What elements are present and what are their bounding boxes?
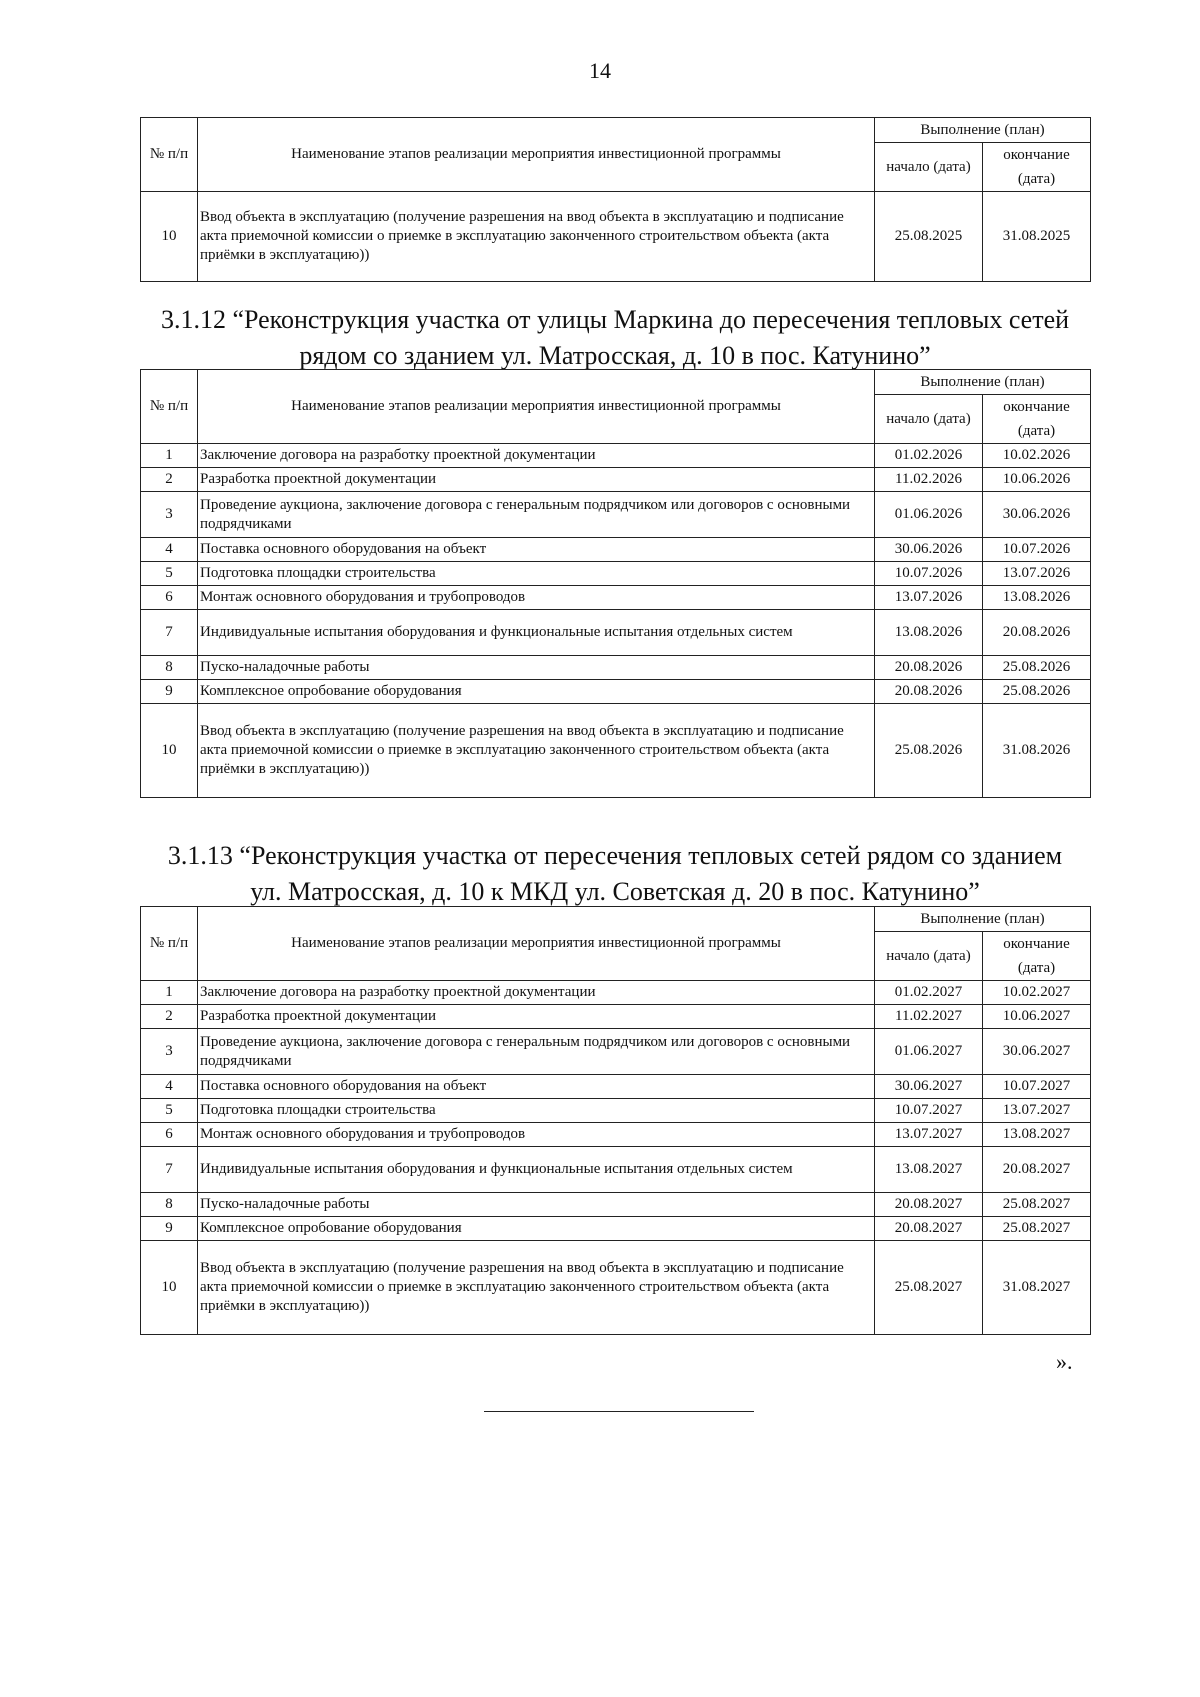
end-date: 10.06.2027 [983, 1005, 1091, 1029]
stage-name: Индивидуальные испытания оборудования и функциональные испытания отдельных систем [198, 610, 875, 656]
stage-name: Разработка проектной документации [198, 468, 875, 492]
start-date: 10.07.2027 [875, 1099, 983, 1123]
table-row [141, 586, 1091, 610]
table-row [141, 981, 1091, 1005]
table-row [141, 1005, 1091, 1029]
end-date: 25.08.2026 [983, 656, 1091, 680]
end-date: 25.08.2027 [983, 1193, 1091, 1217]
row-number: 4 [141, 538, 198, 562]
row-number: 1 [141, 981, 198, 1005]
table-row [141, 1217, 1091, 1241]
start-date: 13.08.2027 [875, 1147, 983, 1193]
row-number: 2 [141, 468, 198, 492]
table-row [141, 562, 1091, 586]
start-date: 25.08.2027 [875, 1241, 983, 1335]
table-row [141, 468, 1091, 492]
row-number: 10 [141, 704, 198, 798]
table-row [141, 492, 1091, 538]
end-date: 30.06.2027 [983, 1029, 1091, 1075]
start-date: 01.06.2026 [875, 492, 983, 538]
row-number: 8 [141, 656, 198, 680]
start-date: 01.02.2026 [875, 444, 983, 468]
start-date: 20.08.2026 [875, 656, 983, 680]
stage-name: Ввод объекта в эксплуатацию (получение разрешения на ввод объекта в эксплуатацию и подписание акта приемочной комиссии о приемке в эксплуатацию законченного строительством объекта (акта приёмки в эксплуатацию)) [198, 704, 875, 798]
table-row [141, 538, 1091, 562]
stage-name: Поставка основного оборудования на объект [198, 1075, 875, 1099]
row-number: 10 [141, 192, 198, 282]
end-date: 31.08.2027 [983, 1241, 1091, 1335]
row-number: 4 [141, 1075, 198, 1099]
row-number: 9 [141, 680, 198, 704]
header-name: Наименование этапов реализации мероприятия инвестиционной программы [198, 370, 875, 444]
start-date: 25.08.2026 [875, 704, 983, 798]
row-number: 8 [141, 1193, 198, 1217]
stage-name: Комплексное опробование оборудования [198, 1217, 875, 1241]
stage-name: Ввод объекта в эксплуатацию (получение разрешения на ввод объекта в эксплуатацию и подписание акта приемочной комиссии о приемке в эксплуатацию законченного строительством объекта (акта приёмки в эксплуатацию)) [198, 1241, 875, 1335]
table-row [141, 444, 1091, 468]
table-row [141, 1241, 1091, 1335]
table-row [141, 192, 1091, 282]
end-date: 10.06.2026 [983, 468, 1091, 492]
row-number: 6 [141, 1123, 198, 1147]
header-execution: Выполнение (план) [875, 907, 1091, 932]
end-date: 13.07.2027 [983, 1099, 1091, 1123]
header-start: начало (дата) [875, 932, 983, 981]
plan-table-3-1-13 [140, 906, 1091, 1335]
plan-table-continued [140, 117, 1091, 282]
table-header [141, 118, 1091, 192]
start-date: 11.02.2027 [875, 1005, 983, 1029]
closing-quote-mark: ». [1056, 1349, 1073, 1374]
table-row [141, 1075, 1091, 1099]
end-date: 20.08.2026 [983, 610, 1091, 656]
start-date: 01.06.2027 [875, 1029, 983, 1075]
header-execution: Выполнение (план) [875, 370, 1091, 395]
stage-name: Индивидуальные испытания оборудования и функциональные испытания отдельных систем [198, 1147, 875, 1193]
table-row [141, 704, 1091, 798]
end-divider [484, 1411, 754, 1412]
row-number: 3 [141, 492, 198, 538]
end-date: 13.08.2027 [983, 1123, 1091, 1147]
row-number: 7 [141, 610, 198, 656]
start-date: 20.08.2027 [875, 1217, 983, 1241]
start-date: 13.07.2027 [875, 1123, 983, 1147]
row-number: 10 [141, 1241, 198, 1335]
table-row [141, 656, 1091, 680]
table-row [141, 1193, 1091, 1217]
end-date: 10.02.2027 [983, 981, 1091, 1005]
stage-name: Комплексное опробование оборудования [198, 680, 875, 704]
header-start: начало (дата) [875, 143, 983, 192]
page-number: 14 [589, 58, 611, 83]
end-date: 25.08.2026 [983, 680, 1091, 704]
stage-name: Поставка основного оборудования на объект [198, 538, 875, 562]
header-start: начало (дата) [875, 395, 983, 444]
start-date: 20.08.2027 [875, 1193, 983, 1217]
start-date: 13.07.2026 [875, 586, 983, 610]
end-date: 13.07.2026 [983, 562, 1091, 586]
end-date: 31.08.2026 [983, 704, 1091, 798]
row-number: 7 [141, 1147, 198, 1193]
row-number: 2 [141, 1005, 198, 1029]
table-row [141, 680, 1091, 704]
section-title-3-1-13 [140, 838, 1090, 910]
stage-name: Заключение договора на разработку проектной документации [198, 444, 875, 468]
section-title-line: ул. Матросская, д. 10 к МКД ул. Советская д. 20 в пос. Катунино” [250, 877, 980, 906]
start-date: 30.06.2026 [875, 538, 983, 562]
end-date: 20.08.2027 [983, 1147, 1091, 1193]
table-header [141, 907, 1091, 981]
table-row [141, 1147, 1091, 1193]
row-number: 5 [141, 1099, 198, 1123]
row-number: 6 [141, 586, 198, 610]
table-row [141, 610, 1091, 656]
stage-name: Монтаж основного оборудования и трубопроводов [198, 1123, 875, 1147]
header-name: Наименование этапов реализации мероприятия инвестиционной программы [198, 118, 875, 192]
start-date: 25.08.2025 [875, 192, 983, 282]
start-date: 10.07.2026 [875, 562, 983, 586]
row-number: 5 [141, 562, 198, 586]
end-date: 25.08.2027 [983, 1217, 1091, 1241]
row-number: 3 [141, 1029, 198, 1075]
stage-name: Проведение аукциона, заключение договора с генеральным подрядчиком или договоров с основными подрядчиками [198, 492, 875, 538]
start-date: 01.02.2027 [875, 981, 983, 1005]
end-date: 10.07.2027 [983, 1075, 1091, 1099]
section-title-3-1-12 [140, 302, 1090, 374]
stage-name: Пуско-наладочные работы [198, 1193, 875, 1217]
header-execution: Выполнение (план) [875, 118, 1091, 143]
table-row [141, 1029, 1091, 1075]
table-header [141, 370, 1091, 444]
row-number: 9 [141, 1217, 198, 1241]
header-num: № п/п [141, 370, 198, 444]
table-body [141, 192, 1091, 282]
stage-name: Подготовка площадки строительства [198, 1099, 875, 1123]
header-num: № п/п [141, 118, 198, 192]
section-title-line: 3.1.12 “Реконструкция участка от улицы Маркина до пересечения тепловых сетей [160, 305, 1070, 334]
end-date: 10.07.2026 [983, 538, 1091, 562]
header-num: № п/п [141, 907, 198, 981]
header-end: окончание (дата) [983, 932, 1091, 981]
stage-name: Монтаж основного оборудования и трубопроводов [198, 586, 875, 610]
section-title-line: 3.1.13 “Реконструкция участка от пересечения тепловых сетей рядом со зданием [167, 841, 1063, 870]
stage-name: Проведение аукциона, заключение договора с генеральным подрядчиком или договоров с основными подрядчиками [198, 1029, 875, 1075]
plan-table-3-1-12 [140, 369, 1091, 798]
stage-name: Пуско-наладочные работы [198, 656, 875, 680]
start-date: 13.08.2026 [875, 610, 983, 656]
table-row [141, 1099, 1091, 1123]
row-number: 1 [141, 444, 198, 468]
header-name: Наименование этапов реализации мероприятия инвестиционной программы [198, 907, 875, 981]
header-end: окончание (дата) [983, 395, 1091, 444]
start-date: 30.06.2027 [875, 1075, 983, 1099]
table-body [141, 444, 1091, 798]
stage-name: Разработка проектной документации [198, 1005, 875, 1029]
stage-name: Ввод объекта в эксплуатацию (получение разрешения на ввод объекта в эксплуатацию и подписание акта приемочной комиссии о приемке в эксплуатацию законченного строительством объекта (акта приёмки в эксплуатацию)) [198, 192, 875, 282]
section-title-line: рядом со зданием ул. Матросская, д. 10 в пос. Катунино” [299, 341, 931, 370]
end-date: 13.08.2026 [983, 586, 1091, 610]
stage-name: Подготовка площадки строительства [198, 562, 875, 586]
end-date: 31.08.2025 [983, 192, 1091, 282]
table-row [141, 1123, 1091, 1147]
end-date: 10.02.2026 [983, 444, 1091, 468]
table-body [141, 981, 1091, 1335]
start-date: 11.02.2026 [875, 468, 983, 492]
header-end: окончание (дата) [983, 143, 1091, 192]
end-date: 30.06.2026 [983, 492, 1091, 538]
start-date: 20.08.2026 [875, 680, 983, 704]
stage-name: Заключение договора на разработку проектной документации [198, 981, 875, 1005]
